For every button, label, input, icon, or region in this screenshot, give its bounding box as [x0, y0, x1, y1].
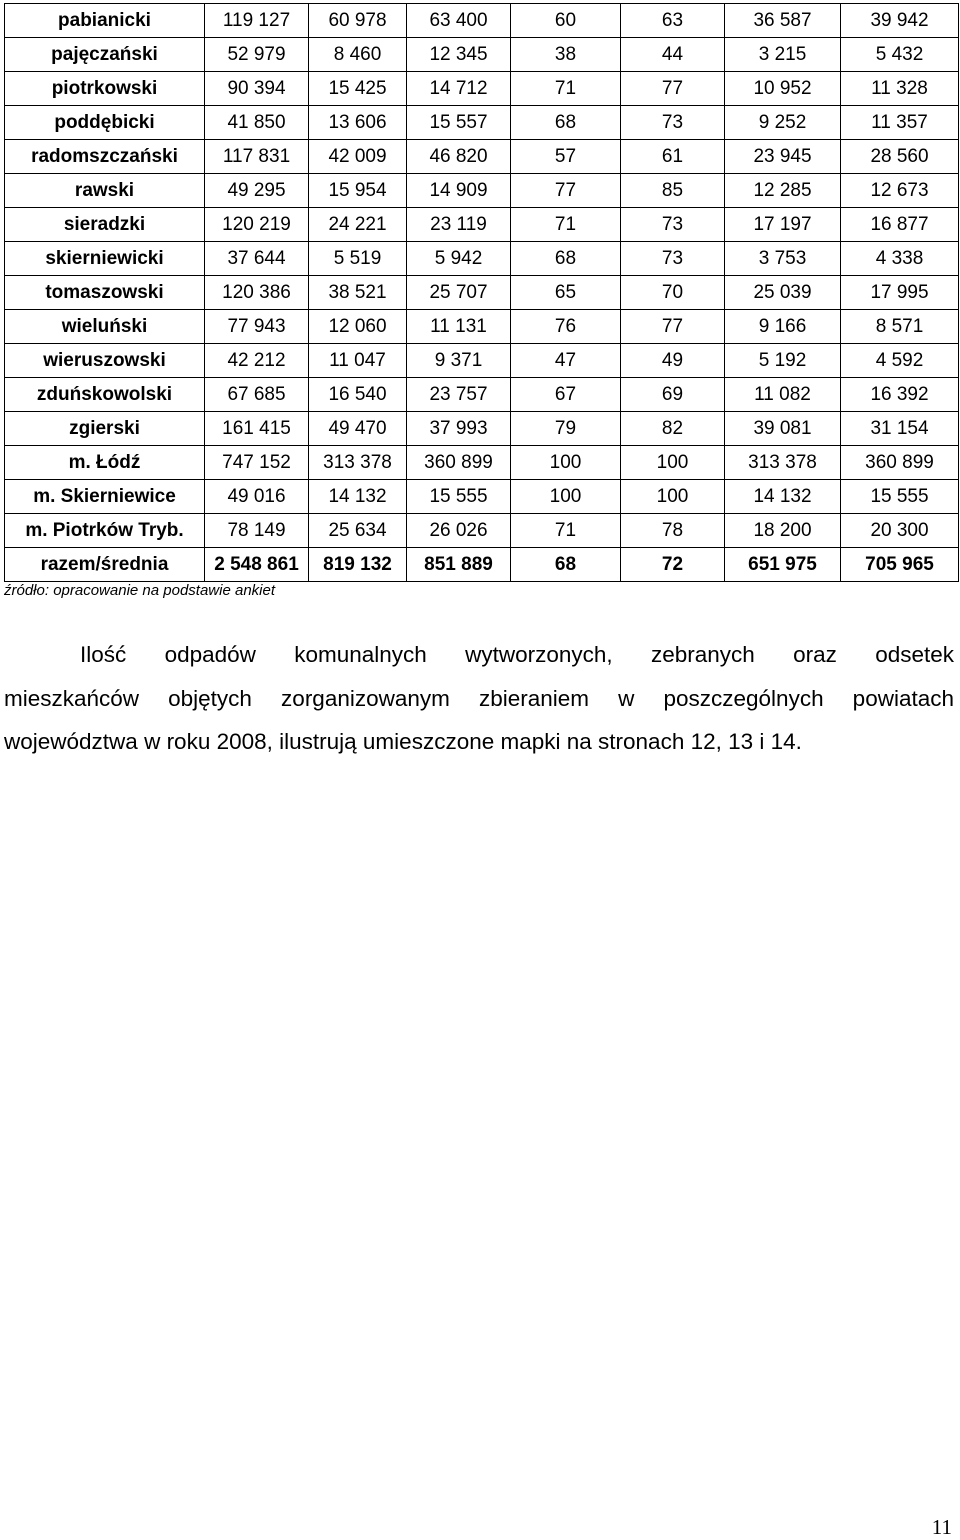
value-cell: 73: [621, 208, 725, 242]
value-cell: 68: [511, 548, 621, 582]
table-row: [5, 276, 959, 310]
value-cell: 38: [511, 38, 621, 72]
value-cell: 313 378: [309, 446, 407, 480]
value-cell: 67: [511, 378, 621, 412]
region-name-cell: zduńskowolski: [5, 378, 205, 412]
value-cell: 12 345: [407, 38, 511, 72]
region-name-cell: razem/średnia: [5, 548, 205, 582]
value-cell: 313 378: [725, 446, 841, 480]
value-cell: 100: [621, 480, 725, 514]
table-row: [5, 310, 959, 344]
value-cell: 3 215: [725, 38, 841, 72]
paragraph-line-3: województwa w roku 2008, ilustrują umieszczone mapki na stronach 12, 13 i 14.: [4, 729, 802, 754]
value-cell: 8 460: [309, 38, 407, 72]
value-cell: 11 047: [309, 344, 407, 378]
region-name-cell: pajęczański: [5, 38, 205, 72]
value-cell: 78: [621, 514, 725, 548]
value-cell: 49: [621, 344, 725, 378]
value-cell: 77: [511, 174, 621, 208]
value-cell: 16 540: [309, 378, 407, 412]
paragraph-line-2: mieszkańców objętych zorganizowanym zbieraniem w poszczególnych powiatach: [4, 685, 954, 711]
value-cell: 14 909: [407, 174, 511, 208]
value-cell: 70: [621, 276, 725, 310]
region-name-cell: skierniewicki: [5, 242, 205, 276]
value-cell: 77: [621, 310, 725, 344]
value-cell: 82: [621, 412, 725, 446]
value-cell: 5 432: [841, 38, 959, 72]
value-cell: 119 127: [205, 4, 309, 38]
value-cell: 16 392: [841, 378, 959, 412]
region-name-cell: wieruszowski: [5, 344, 205, 378]
value-cell: 12 285: [725, 174, 841, 208]
value-cell: 100: [511, 446, 621, 480]
region-name-cell: pabianicki: [5, 4, 205, 38]
body-paragraph: [4, 633, 954, 764]
value-cell: 117 831: [205, 140, 309, 174]
value-cell: 18 200: [725, 514, 841, 548]
value-cell: 46 820: [407, 140, 511, 174]
value-cell: 360 899: [841, 446, 959, 480]
value-cell: 71: [511, 208, 621, 242]
value-cell: 79: [511, 412, 621, 446]
value-cell: 10 952: [725, 72, 841, 106]
value-cell: 24 221: [309, 208, 407, 242]
value-cell: 5 942: [407, 242, 511, 276]
value-cell: 17 197: [725, 208, 841, 242]
value-cell: 11 357: [841, 106, 959, 140]
value-cell: 14 712: [407, 72, 511, 106]
value-cell: 52 979: [205, 38, 309, 72]
value-cell: 49 295: [205, 174, 309, 208]
table-row: [5, 38, 959, 72]
value-cell: 360 899: [407, 446, 511, 480]
value-cell: 14 132: [309, 480, 407, 514]
value-cell: 36 587: [725, 4, 841, 38]
value-cell: 819 132: [309, 548, 407, 582]
value-cell: 49 016: [205, 480, 309, 514]
value-cell: 78 149: [205, 514, 309, 548]
value-cell: 76: [511, 310, 621, 344]
value-cell: 17 995: [841, 276, 959, 310]
region-name-cell: wieluński: [5, 310, 205, 344]
value-cell: 100: [621, 446, 725, 480]
value-cell: 90 394: [205, 72, 309, 106]
waste-data-table: [4, 3, 959, 582]
value-cell: 26 026: [407, 514, 511, 548]
value-cell: 65: [511, 276, 621, 310]
table-row: [5, 514, 959, 548]
value-cell: 73: [621, 242, 725, 276]
value-cell: 13 606: [309, 106, 407, 140]
value-cell: 68: [511, 106, 621, 140]
value-cell: 11 082: [725, 378, 841, 412]
value-cell: 23 119: [407, 208, 511, 242]
value-cell: 12 673: [841, 174, 959, 208]
value-cell: 25 707: [407, 276, 511, 310]
value-cell: 16 877: [841, 208, 959, 242]
value-cell: 747 152: [205, 446, 309, 480]
value-cell: 31 154: [841, 412, 959, 446]
value-cell: 42 009: [309, 140, 407, 174]
table-row: [5, 174, 959, 208]
value-cell: 4 338: [841, 242, 959, 276]
value-cell: 15 557: [407, 106, 511, 140]
table-row: [5, 242, 959, 276]
value-cell: 60 978: [309, 4, 407, 38]
value-cell: 120 219: [205, 208, 309, 242]
value-cell: 2 548 861: [205, 548, 309, 582]
value-cell: 61: [621, 140, 725, 174]
value-cell: 651 975: [725, 548, 841, 582]
value-cell: 44: [621, 38, 725, 72]
value-cell: 63: [621, 4, 725, 38]
value-cell: 60: [511, 4, 621, 38]
value-cell: 705 965: [841, 548, 959, 582]
value-cell: 85: [621, 174, 725, 208]
value-cell: 71: [511, 72, 621, 106]
value-cell: 41 850: [205, 106, 309, 140]
value-cell: 5 519: [309, 242, 407, 276]
value-cell: 77 943: [205, 310, 309, 344]
value-cell: 69: [621, 378, 725, 412]
value-cell: 28 560: [841, 140, 959, 174]
region-name-cell: m. Łódź: [5, 446, 205, 480]
table-row: [5, 378, 959, 412]
value-cell: 67 685: [205, 378, 309, 412]
table-total-row: [5, 548, 959, 582]
value-cell: 4 592: [841, 344, 959, 378]
value-cell: 100: [511, 480, 621, 514]
value-cell: 5 192: [725, 344, 841, 378]
value-cell: 14 132: [725, 480, 841, 514]
value-cell: 11 328: [841, 72, 959, 106]
value-cell: 39 942: [841, 4, 959, 38]
value-cell: 20 300: [841, 514, 959, 548]
value-cell: 15 425: [309, 72, 407, 106]
table-row: [5, 344, 959, 378]
value-cell: 161 415: [205, 412, 309, 446]
page-number: 11: [931, 1515, 952, 1539]
value-cell: 9 252: [725, 106, 841, 140]
value-cell: 73: [621, 106, 725, 140]
value-cell: 42 212: [205, 344, 309, 378]
value-cell: 68: [511, 242, 621, 276]
value-cell: 12 060: [309, 310, 407, 344]
value-cell: 8 571: [841, 310, 959, 344]
value-cell: 57: [511, 140, 621, 174]
value-cell: 9 371: [407, 344, 511, 378]
region-name-cell: radomszczański: [5, 140, 205, 174]
value-cell: 15 954: [309, 174, 407, 208]
table-row: [5, 140, 959, 174]
value-cell: 3 753: [725, 242, 841, 276]
value-cell: 37 644: [205, 242, 309, 276]
region-name-cell: tomaszowski: [5, 276, 205, 310]
region-name-cell: rawski: [5, 174, 205, 208]
value-cell: 15 555: [407, 480, 511, 514]
region-name-cell: m. Skierniewice: [5, 480, 205, 514]
region-name-cell: zgierski: [5, 412, 205, 446]
table-row: [5, 72, 959, 106]
value-cell: 11 131: [407, 310, 511, 344]
region-name-cell: m. Piotrków Tryb.: [5, 514, 205, 548]
value-cell: 38 521: [309, 276, 407, 310]
value-cell: 9 166: [725, 310, 841, 344]
value-cell: 23 757: [407, 378, 511, 412]
value-cell: 25 039: [725, 276, 841, 310]
region-name-cell: poddębicki: [5, 106, 205, 140]
value-cell: 47: [511, 344, 621, 378]
value-cell: 49 470: [309, 412, 407, 446]
table-row: [5, 4, 959, 38]
value-cell: 63 400: [407, 4, 511, 38]
value-cell: 39 081: [725, 412, 841, 446]
table-row: [5, 208, 959, 242]
value-cell: 72: [621, 548, 725, 582]
table-row: [5, 480, 959, 514]
value-cell: 15 555: [841, 480, 959, 514]
table-body: [5, 4, 959, 582]
region-name-cell: piotrkowski: [5, 72, 205, 106]
table-row: [5, 446, 959, 480]
value-cell: 851 889: [407, 548, 511, 582]
value-cell: 23 945: [725, 140, 841, 174]
value-cell: 37 993: [407, 412, 511, 446]
value-cell: 25 634: [309, 514, 407, 548]
region-name-cell: sieradzki: [5, 208, 205, 242]
source-note: źródło: opracowanie na podstawie ankiet: [4, 582, 276, 599]
table-row: [5, 412, 959, 446]
value-cell: 71: [511, 514, 621, 548]
paragraph-line-1: Ilość odpadów komunalnych wytworzonych, zebranych oraz odsetek: [80, 642, 954, 667]
value-cell: 77: [621, 72, 725, 106]
value-cell: 120 386: [205, 276, 309, 310]
table-row: [5, 106, 959, 140]
